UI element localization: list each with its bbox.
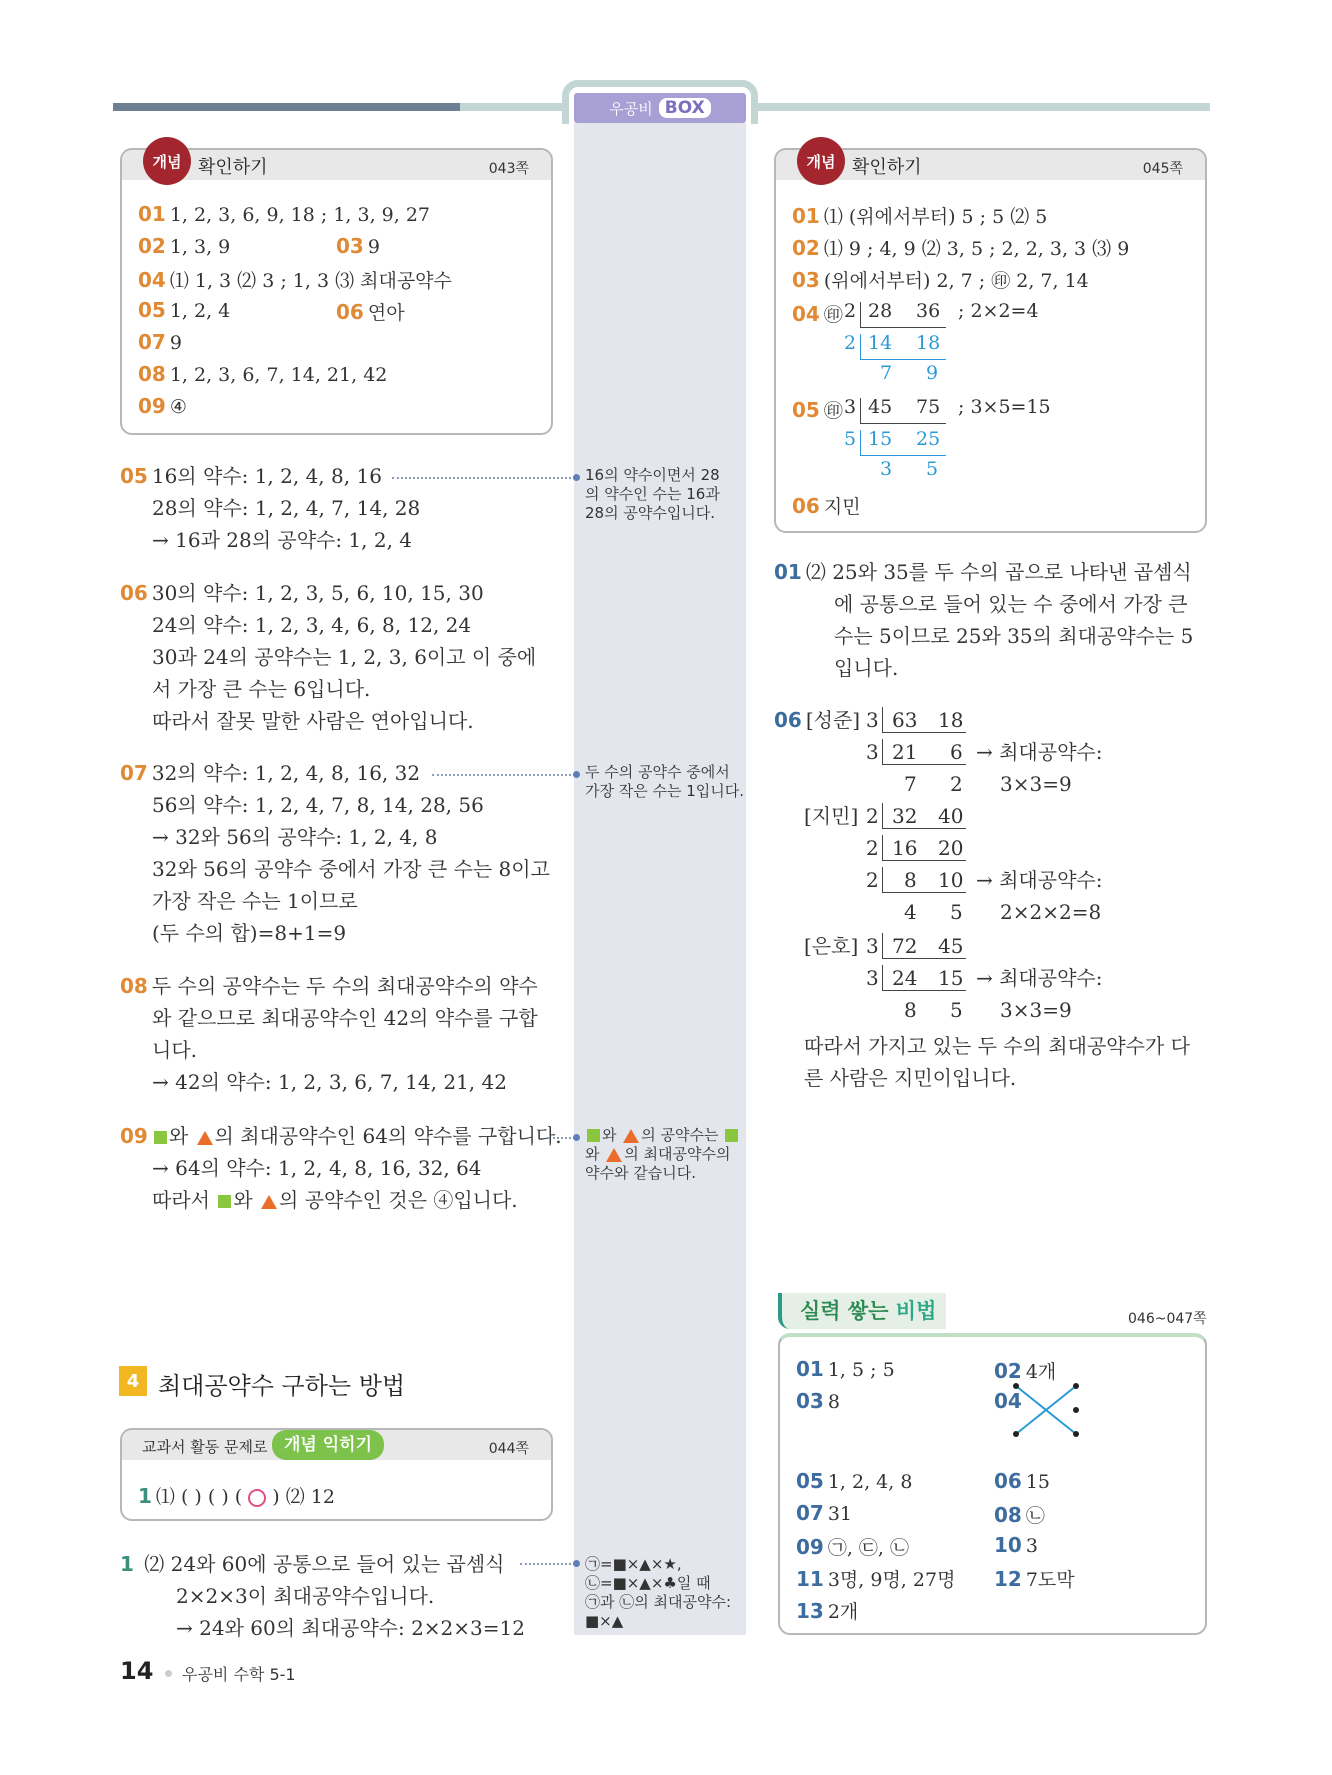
list-item: 06 연아 bbox=[336, 300, 405, 324]
division-bar bbox=[882, 707, 883, 733]
triangle-icon bbox=[261, 1195, 277, 1209]
list-item: 01 ⑴ (위에서부터) 5 ; 5 ⑵ 5 bbox=[792, 204, 1048, 228]
practice-box-badge: 개념 익히기 bbox=[272, 1430, 384, 1460]
division-divisor: 2 bbox=[866, 868, 879, 892]
gcd-calc: 3×3=9 bbox=[1000, 998, 1072, 1022]
triangle-icon bbox=[606, 1148, 622, 1162]
division-result: ; 3×5=15 bbox=[958, 396, 1051, 418]
center-note-column bbox=[574, 123, 746, 1635]
division-line bbox=[882, 732, 966, 733]
explanation-1: 1 ⑵ 24와 60에 공통으로 들어 있는 곱셈식 2×2×3이 최대공약수입니다. → 24와 60의 최대공약수: 2×2×3=12 bbox=[120, 1552, 525, 1640]
division-value: 5 bbox=[950, 998, 963, 1022]
division-line bbox=[882, 764, 966, 765]
side-note-1: ㉠=■×▲×★, ㉡=■×▲×♣일 때 ㉠과 ㉡의 최대공약수: ■×▲ bbox=[585, 1555, 732, 1630]
division-divisor: 2 bbox=[844, 300, 857, 322]
skill-title: 실력 쌓는 비법 bbox=[800, 1299, 937, 1323]
header-bar-right bbox=[755, 103, 1210, 111]
explanation-09: 09 와 의 최대공약수인 64의 약수를 구합니다. → 64의 약수: 1, 2, 4, 8, 16, 32, 64 따라서 와 의 공약수인 것은 ④입니다. bbox=[120, 1124, 562, 1212]
division-value: 18 bbox=[938, 708, 964, 732]
gcd-arrow: → 최대공약수: bbox=[976, 740, 1103, 764]
division-line bbox=[860, 455, 946, 456]
list-item: 06 15 bbox=[994, 1469, 1051, 1493]
division-value: 14 bbox=[868, 332, 893, 354]
list-item: 13 2개 bbox=[796, 1599, 859, 1623]
division-bar bbox=[860, 398, 861, 424]
division-value: 75 bbox=[916, 396, 941, 418]
division-value: 20 bbox=[938, 836, 964, 860]
division-value: 40 bbox=[938, 804, 964, 828]
square-icon bbox=[154, 1131, 167, 1144]
gcd-arrow: → 최대공약수: bbox=[976, 966, 1103, 990]
division-value: 24 bbox=[892, 966, 918, 990]
list-item: 03 (위에서부터) 2, 7 ; ㊞ 2, 7, 14 bbox=[792, 268, 1089, 292]
division-value: 18 bbox=[916, 332, 941, 354]
box-label bbox=[574, 93, 746, 123]
list-item: 05 1, 2, 4 bbox=[138, 298, 231, 322]
leader-line bbox=[520, 1563, 575, 1565]
square-icon bbox=[725, 1129, 738, 1142]
footer-dot bbox=[165, 1670, 172, 1677]
leader-dot bbox=[573, 1560, 580, 1567]
division-line bbox=[882, 828, 966, 829]
square-icon bbox=[218, 1195, 231, 1208]
practice-box-prefix: 교과서 활동 문제로 bbox=[142, 1438, 268, 1456]
division-value: 25 bbox=[916, 428, 941, 450]
division-value: 32 bbox=[892, 804, 918, 828]
leader-dot bbox=[573, 474, 580, 481]
division-bar bbox=[882, 739, 883, 765]
division-value: 72 bbox=[892, 934, 918, 958]
division-value: 10 bbox=[938, 868, 964, 892]
list-item: 03 8 bbox=[796, 1389, 840, 1413]
section-title: 최대공약수 구하는 방법 bbox=[158, 1372, 406, 1400]
division-divisor: 3 bbox=[866, 934, 879, 958]
list-item: 12 7도막 bbox=[994, 1567, 1075, 1591]
list-item: 05 1, 2, 4, 8 bbox=[796, 1469, 913, 1493]
division-bar bbox=[860, 334, 861, 360]
division-line bbox=[882, 860, 966, 861]
division-bar bbox=[860, 302, 861, 328]
division-value: 45 bbox=[938, 934, 964, 958]
division-divisor: 3 bbox=[866, 708, 879, 732]
list-item: 02 1, 3, 9 bbox=[138, 234, 231, 258]
division-line bbox=[860, 359, 946, 360]
practice-box-page: 044쪽 bbox=[488, 1441, 529, 1457]
person-label: [지민] bbox=[804, 804, 859, 828]
header-bar-left-light bbox=[460, 103, 565, 111]
list-item: 02 4개 bbox=[994, 1359, 1057, 1383]
concept-badge-left: 개념 bbox=[143, 137, 191, 185]
division-line bbox=[860, 423, 946, 424]
triangle-icon bbox=[623, 1129, 639, 1143]
list-item: 04 ⑴ 1, 3 ⑵ 3 ; 1, 3 ⑶ 최대공약수 bbox=[138, 268, 452, 292]
division-value: 7 bbox=[904, 772, 917, 796]
explanation-08: 08 두 수의 공약수는 두 수의 최대공약수의 약수 와 같으므로 최대공약수인 42의 약수를 구합 니다. → 42의 약수: 1, 2, 3, 6, 7, 14, 21, 42 bbox=[120, 974, 538, 1094]
list-item: 03 9 bbox=[336, 234, 380, 258]
person-label: [은호] bbox=[804, 934, 859, 958]
side-note-09: 와 의 공약수는 와 의 최대공약수의 약수와 같습니다. bbox=[585, 1126, 740, 1183]
division-result: ; 2×2=4 bbox=[958, 300, 1039, 322]
division-line bbox=[882, 958, 966, 959]
list-item: 09 ④ bbox=[138, 394, 187, 418]
division-line bbox=[882, 892, 966, 893]
section-number: 4 bbox=[119, 1366, 147, 1396]
list-item: 09 ㉠, ㉢, ㉡ bbox=[796, 1535, 910, 1559]
division-divisor: 5 bbox=[844, 428, 857, 450]
division-value: 5 bbox=[926, 458, 939, 480]
division-value: 63 bbox=[892, 708, 918, 732]
list-item: 01 1, 2, 3, 6, 9, 18 ; 1, 3, 9, 27 bbox=[138, 202, 431, 226]
division-value: 28 bbox=[868, 300, 893, 322]
division-value: 15 bbox=[938, 966, 964, 990]
list-item: 08 1, 2, 3, 6, 7, 14, 21, 42 bbox=[138, 362, 388, 386]
leader-line bbox=[392, 477, 575, 479]
division-value: 6 bbox=[950, 740, 963, 764]
skill-page: 046~047쪽 bbox=[1128, 1311, 1207, 1327]
concept-badge-right: 개념 bbox=[797, 137, 845, 185]
explanation-07: 07 32의 약수: 1, 2, 4, 8, 16, 32 56의 약수: 1, 2, 4, 7, 8, 14, 28, 56 → 32와 56의 공약수: 1, 2, 4, 8 32와 56의 공약수 중에서 가장 큰 수는 8이고 가장 작은 수는 1이므로 (두 수의 합)=8+1=9 bbox=[120, 761, 550, 945]
leader-dot bbox=[573, 1134, 580, 1141]
left-concept-box-page: 043쪽 bbox=[488, 161, 529, 177]
division-bar bbox=[882, 803, 883, 829]
list-item: 08 ㉡ bbox=[994, 1503, 1045, 1527]
division-value: 45 bbox=[868, 396, 893, 418]
division-divisor: 3 bbox=[866, 966, 879, 990]
list-item: 04 bbox=[994, 1389, 1022, 1413]
division-line bbox=[860, 327, 946, 328]
list-item: 07 9 bbox=[138, 330, 182, 354]
division-value: 8 bbox=[904, 998, 917, 1022]
division-divisor: 2 bbox=[866, 836, 879, 860]
division-value: 16 bbox=[892, 836, 918, 860]
division-divisor: 2 bbox=[866, 804, 879, 828]
left-concept-box bbox=[120, 148, 553, 435]
division-divisor: 3 bbox=[844, 396, 857, 418]
division-bar bbox=[882, 835, 883, 861]
side-note-05: 16의 약수이면서 28 의 약수인 수는 16과 28의 공약수입니다. bbox=[585, 466, 720, 522]
page-number: 14 bbox=[120, 1657, 154, 1685]
left-concept-box-title: 확인하기 bbox=[198, 157, 268, 178]
header-bar-left bbox=[113, 103, 460, 111]
leader-line bbox=[432, 774, 575, 776]
practice-box bbox=[120, 1428, 553, 1521]
matching-diagram bbox=[1010, 1378, 1082, 1442]
division-bar bbox=[860, 430, 861, 456]
list-item: 10 3 bbox=[994, 1533, 1038, 1557]
division-value: 8 bbox=[904, 868, 917, 892]
gcd-calc: 3×3=9 bbox=[1000, 772, 1072, 796]
explanation-06-right: 06 [성준] bbox=[774, 708, 861, 732]
list-item: 06 지민 bbox=[792, 494, 861, 518]
list-item: 04 ㊞ bbox=[792, 302, 843, 326]
division-bar bbox=[882, 933, 883, 959]
division-divisor: 3 bbox=[866, 740, 879, 764]
box-prefix: 우공비 bbox=[609, 99, 653, 118]
list-item: 11 3명, 9명, 27명 bbox=[796, 1567, 956, 1591]
triangle-icon bbox=[197, 1131, 213, 1145]
right-concept-box-page: 045쪽 bbox=[1142, 161, 1183, 177]
right-concept-box bbox=[774, 148, 1207, 533]
right-concept-box-title: 확인하기 bbox=[852, 157, 922, 178]
gcd-arrow: → 최대공약수: bbox=[976, 868, 1103, 892]
skill-box bbox=[778, 1333, 1207, 1635]
division-value: 2 bbox=[950, 772, 963, 796]
explanation-06: 06 30의 약수: 1, 2, 3, 5, 6, 10, 15, 30 24의 약수: 1, 2, 3, 4, 6, 8, 12, 24 30과 24의 공약수는 1, 2, 3, 6이고 이 중에 서 가장 큰 수는 6입니다. 따라서 잘못 말한 사람은 연아입니다. bbox=[120, 581, 537, 733]
division-value: 36 bbox=[916, 300, 941, 322]
practice-item: 1 ⑴ ( ) ( ) ( ) ⑵ 12 bbox=[138, 1484, 335, 1508]
leader-line bbox=[548, 1137, 575, 1139]
division-bar bbox=[882, 867, 883, 893]
division-value: 21 bbox=[892, 740, 918, 764]
list-item: 07 31 bbox=[796, 1501, 853, 1525]
division-value: 15 bbox=[868, 428, 893, 450]
division-value: 3 bbox=[880, 458, 893, 480]
book-title: 우공비 수학 5-1 bbox=[182, 1665, 296, 1684]
division-value: 5 bbox=[950, 900, 963, 924]
division-line bbox=[882, 990, 966, 991]
leader-dot bbox=[573, 771, 580, 778]
division-divisor: 2 bbox=[844, 332, 857, 354]
explanation-01-right: 01 ⑵ 25와 35를 두 수의 곱으로 나타낸 곱셈식 에 공통으로 들어 있는 수 중에서 가장 큰 수는 5이므로 25와 35의 최대공약수는 5 입니다. bbox=[774, 560, 1194, 680]
division-value: 4 bbox=[904, 900, 917, 924]
box-word: BOX bbox=[659, 98, 711, 118]
list-item: 01 1, 5 ; 5 bbox=[796, 1357, 895, 1381]
explanation-06-conclusion: 따라서 가지고 있는 두 수의 최대공약수가 다 른 사람은 지민이입니다. bbox=[804, 1034, 1190, 1090]
list-item: 05 ㊞ bbox=[792, 398, 843, 422]
explanation-05: 05 16의 약수: 1, 2, 4, 8, 16 28의 약수: 1, 2, 4, 7, 14, 28 → 16과 28의 공약수: 1, 2, 4 bbox=[120, 464, 421, 552]
division-value: 9 bbox=[926, 362, 939, 384]
gcd-calc: 2×2×2=8 bbox=[1000, 900, 1102, 924]
division-bar bbox=[882, 965, 883, 991]
division-value: 7 bbox=[880, 362, 893, 384]
circle-icon bbox=[248, 1489, 266, 1507]
list-item: 02 ⑴ 9 ; 4, 9 ⑵ 3, 5 ; 2, 2, 3, 3 ⑶ 9 bbox=[792, 236, 1130, 260]
side-note-07: 두 수의 공약수 중에서 가장 작은 수는 1입니다. bbox=[585, 763, 745, 800]
square-icon bbox=[587, 1129, 600, 1142]
